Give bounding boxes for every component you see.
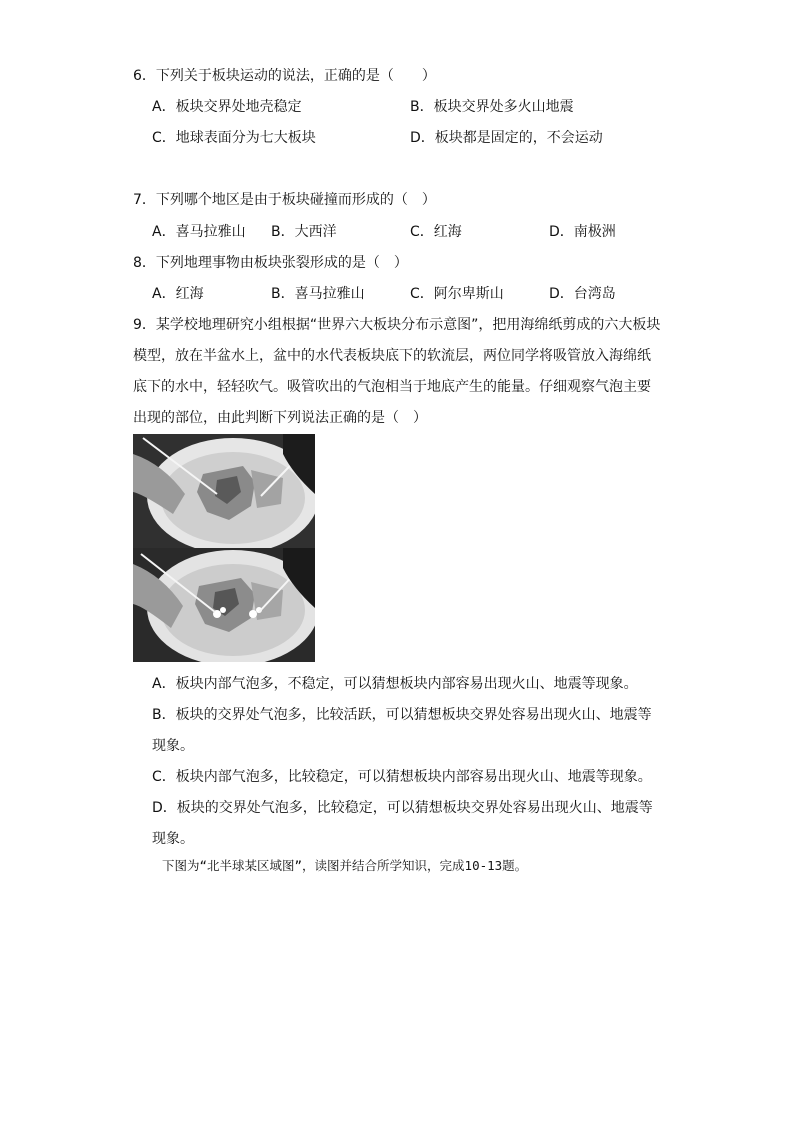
question-9-option-d: D．板块的交界处气泡多，比较稳定，可以猜想板块交界处容易出现火山、地震等现象。 [152,800,653,847]
question-6-option-c: C．地球表面分为七大板块 [152,130,316,146]
question-9-option-b: B．板块的交界处气泡多，比较活跃，可以猜想板块交界处容易出现火山、地震等现象。 [152,707,652,754]
question-8-option-d: D．台湾岛 [549,286,616,302]
question-8-option-b: B．喜马拉雅山 [271,286,365,302]
question-7-stem: 7．下列哪个地区是由于板块碰撞而形成的（ ） [133,192,436,208]
question-6-stem: 6．下列关于板块运动的说法，正确的是（ ） [133,68,436,84]
question-9-stem: 9．某学校地理研究小组根据“世界六大板块分布示意图”，把用海绵纸剪成的六大板块模型，放在半盆水上，盆中的水代表板块底下的软流层，两位同学将吸管放入海绵纸底下的水中，轻轻吹气。吸管吹出的气泡相当于地底产生的能量。仔细观察气泡主要出现的部位，由此判断下列说法正确的是（ ） [133,317,661,426]
question-9-option-a: A．板块内部气泡多，不稳定，可以猜想板块内部容易出现火山、地震等现象。 [152,676,638,692]
question-7-option-a: A．喜马拉雅山 [152,224,246,240]
section-instruction: 下图为“北半球某区域图”，读图并结合所学知识，完成10-13题。 [162,858,528,873]
experiment-photo-top [133,434,315,548]
question-6-option-a: A．板块交界处地壳稳定 [152,99,302,115]
question-6-option-d: D．板块都是固定的，不会运动 [410,130,603,146]
experiment-photo-bottom [133,548,315,662]
question-6-option-b: B．板块交界处多火山地震 [410,99,574,115]
question-7-option-d: D．南极洲 [549,224,616,240]
question-7-option-b: B．大西洋 [271,224,337,240]
question-9-option-c: C．板块内部气泡多，比较稳定，可以猜想板块内部容易出现火山、地震等现象。 [152,769,652,785]
question-8-option-c: C．阿尔卑斯山 [410,286,504,302]
question-8-stem: 8．下列地理事物由板块张裂形成的是（ ） [133,255,408,271]
question-8-option-a: A．红海 [152,286,204,302]
question-7-option-c: C．红海 [410,224,462,240]
